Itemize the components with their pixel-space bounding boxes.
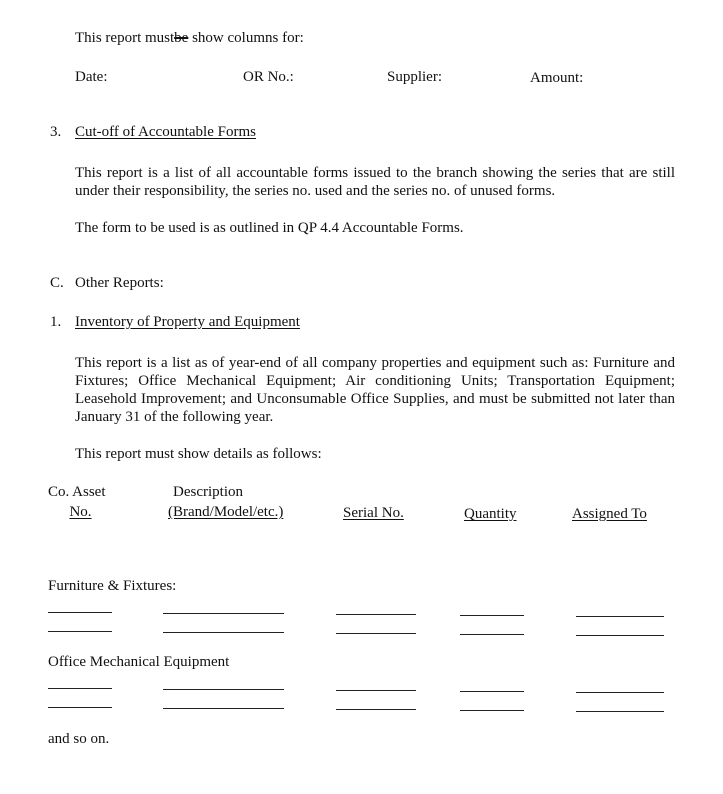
blank-line xyxy=(576,692,664,693)
blank-line xyxy=(336,690,416,691)
blank-line xyxy=(48,688,112,689)
blank-line xyxy=(460,691,524,692)
section-3-paragraph-1: This report is a list of all accountable forms issued to the branch showing the series that are still under their responsibility, the series no. used and the series no. of unused forms. xyxy=(75,165,675,199)
blank-line xyxy=(460,634,524,635)
blank-line xyxy=(336,614,416,615)
section-1-paragraph-2: This report must show details as follows: xyxy=(75,446,322,462)
column-or-no: OR No.: xyxy=(243,69,294,85)
blank-line xyxy=(336,633,416,634)
intro-line xyxy=(75,30,304,47)
intro-text-end: show columns for: xyxy=(188,30,304,46)
section-1-title: Inventory of Property and Equipment xyxy=(75,314,300,330)
header-asset-top: Co. Asset xyxy=(48,484,106,500)
blank-line xyxy=(336,709,416,710)
blank-line xyxy=(48,631,112,632)
intro-text-start: This report must xyxy=(75,30,175,46)
section-3-number: 3. xyxy=(50,124,62,140)
header-description-top: Description xyxy=(173,484,243,500)
blank-line xyxy=(576,711,664,712)
group-furniture-label: Furniture & Fixtures: xyxy=(48,578,177,594)
blank-line xyxy=(48,612,112,613)
blank-line xyxy=(163,613,284,614)
column-amount: Amount: xyxy=(530,70,584,86)
header-description-bottom: (Brand/Model/etc.) xyxy=(168,504,284,520)
column-supplier: Supplier: xyxy=(387,69,442,85)
blank-line xyxy=(163,689,284,690)
header-assigned-to: Assigned To xyxy=(572,506,647,522)
closing-text: and so on. xyxy=(48,731,110,747)
header-quantity: Quantity xyxy=(464,506,517,522)
struck-word: be xyxy=(174,30,189,46)
blank-line xyxy=(163,632,284,633)
blank-line xyxy=(460,615,524,616)
section-3-paragraph-2: The form to be used is as outlined in QP 4.4 Accountable Forms. xyxy=(75,220,464,236)
section-1-number: 1. xyxy=(50,314,62,330)
group-office-equipment-label: Office Mechanical Equipment xyxy=(48,654,230,670)
section-1-paragraph-1: This report is a list as of year-end of all company properties and equipment such as: Furniture and Fixtures; Office Mechanical Equipment; Air conditioning Units; Transportation Equipment; Leasehold Improvement; and Unconsumable Office Supplies, and must be submitted not later than January 31 of the following year. xyxy=(75,355,675,425)
blank-line xyxy=(48,707,112,708)
header-asset-bottom: No. xyxy=(69,504,92,520)
blank-line xyxy=(576,616,664,617)
section-c-title: Other Reports: xyxy=(75,275,164,291)
column-date: Date: xyxy=(75,69,108,85)
section-c-letter: C. xyxy=(50,275,64,291)
section-3-title: Cut-off of Accountable Forms xyxy=(75,124,256,140)
blank-line xyxy=(163,708,284,709)
blank-line xyxy=(460,710,524,711)
header-serial-no: Serial No. xyxy=(343,505,404,521)
blank-line xyxy=(576,635,664,636)
